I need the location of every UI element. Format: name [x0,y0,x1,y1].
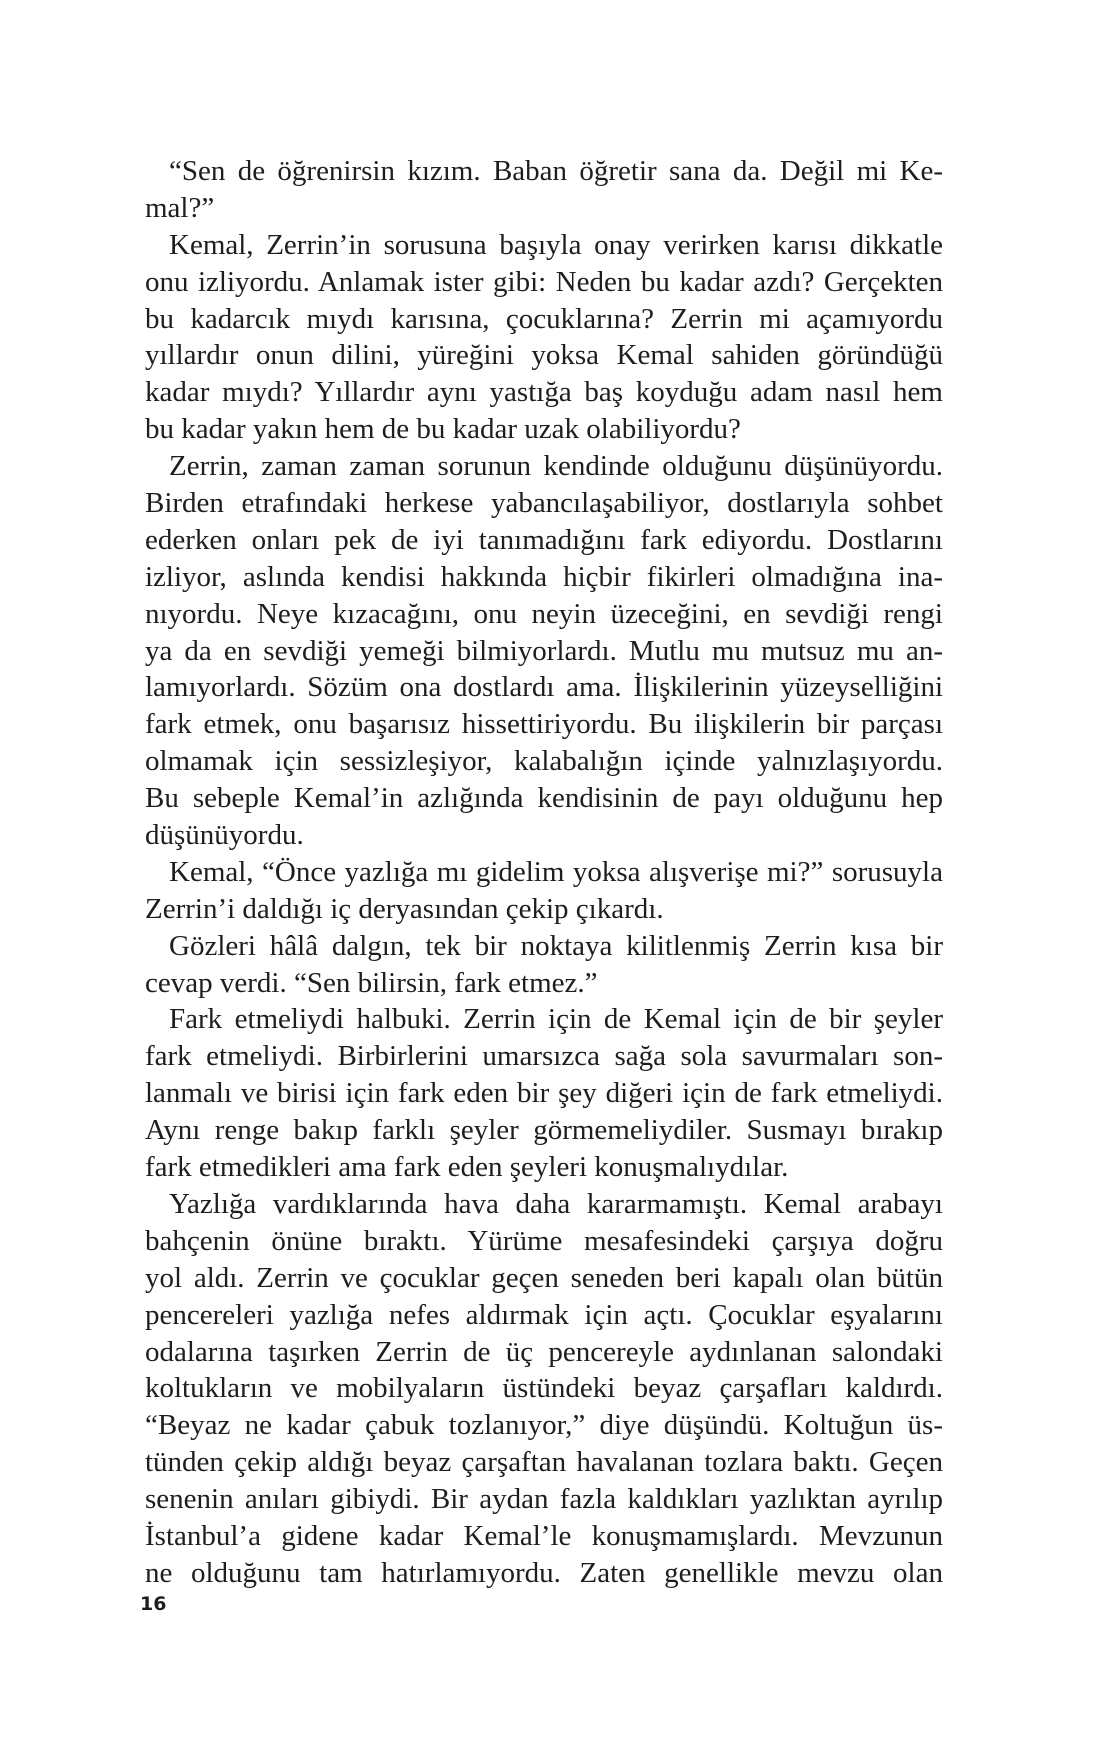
text-line: yıllardır onun dilini, yüreğini yoksa Kemal sahiden göründüğü [145,339,943,372]
text-line: lamıyorlardı. Sözüm ona dostlardı ama. İlişkilerinin yüzeyselliğini [145,671,943,704]
text-line: pencereleri yazlığa nefes aldırmak için açtı. Çocuklar eşyalarını [145,1298,943,1331]
text-line: “Beyaz ne kadar çabuk tozlanıyor,” diye düşündü. Koltuğun üs- [145,1409,943,1442]
text-line: izliyor, aslında kendisi hakkında hiçbir fikirleri olmadığına ina- [145,560,943,593]
text-line: Zerrin’i daldığı iç deryasından çekip çıkardı. [145,892,664,925]
text-line: Zerrin, zaman zaman sorunun kendinde olduğunu düşünüyordu. [169,450,943,483]
text-line: “Sen de öğrenirsin kızım. Baban öğretir sana da. Değil mi Ke- [169,155,943,187]
text-line: lanmalı ve birisi için fark eden bir şey diğeri için de fark etmeliydi. [145,1077,943,1110]
text-line: tünden çekip aldığı beyaz çarşaftan havalanan tozlara baktı. Geçen [145,1446,943,1479]
text-line: yol aldı. Zerrin ve çocuklar geçen seneden beri kapalı olan bütün [145,1261,943,1294]
text-line: odalarına taşırken Zerrin de üç pencereyle aydınlanan salondaki [145,1335,943,1368]
text-line: Kemal, “Önce yazlığa mı gidelim yoksa alışverişe mi?” sorusuyla [169,855,943,888]
text-line: bu kadar yakın hem de bu kadar uzak olabiliyordu? [145,413,741,446]
text-line: mal?” [145,191,215,224]
text-line: nıyordu. Neye kızacağını, onu neyin üzeceğini, en sevdiği rengi [145,597,943,630]
text-line: Yazlığa vardıklarında hava daha kararmamıştı. Kemal arabayı [169,1187,943,1220]
text-line: Aynı renge bakıp farklı şeyler görmemeliydiler. Susmayı bırakıp [145,1114,943,1147]
text-line: ne olduğunu tam hatırlamıyordu. Zaten genellikle mevzu olan [145,1556,943,1589]
text-line: bahçenin önüne bıraktı. Yürüme mesafesindeki çarşıya doğru [145,1224,943,1257]
text-line: onu izliyordu. Anlamak ister gibi: Neden bu kadar azdı? Gerçekten [145,265,943,298]
text-line: Gözleri hâlâ dalgın, tek bir noktaya kilitlenmiş Zerrin kısa bir [169,929,943,962]
text-line: kadar mıydı? Yıllardır aynı yastığa baş koyduğu adam nasıl hem [145,376,943,409]
text-line: bu kadarcık mıydı karısına, çocuklarına? Zerrin mi açamıyordu [145,302,943,335]
text-line: cevap verdi. “Sen bilirsin, fark etmez.” [145,966,598,999]
text-line: düşünüyordu. [145,819,304,852]
text-line: fark etmek, onu başarısız hissettiriyordu. Bu ilişkilerin bir parçası [145,708,943,741]
body-text [145,153,943,1592]
text-line: Fark etmeliydi halbuki. Zerrin için de Kemal için de bir şeyler [169,1003,943,1036]
text-line: ya da en sevdiği yemeği bilmiyorlardı. Mutlu mu mutsuz mu an- [145,634,943,667]
text-line: koltukların ve mobilyaların üstündeki beyaz çarşafları kaldırdı. [145,1372,943,1405]
text-line: Bu sebeple Kemal’in azlığında kendisinin de payı olduğunu hep [145,782,943,815]
text-line: Kemal, Zerrin’in sorusuna başıyla onay verirken karısı dikkatle [169,228,943,261]
text-line: İstanbul’a gidene kadar Kemal’le konuşmamışlardı. Mevzunun [145,1519,943,1552]
text-line: Birden etrafındaki herkese yabancılaşabiliyor, dostlarıyla sohbet [145,487,943,520]
text-line: fark etmeliydi. Birbirlerini umarsızca sağa sola savurmaları son- [145,1040,943,1073]
page-number: 16 [140,1593,167,1615]
text-line: senenin anıları gibiydi. Bir aydan fazla kaldıkları yazlıktan ayrılıp [145,1483,943,1516]
text-line: ederken onları pek de iyi tanımadığını fark ediyordu. Dostlarını [145,523,943,556]
text-line: olmamak için sessizleşiyor, kalabalığın içinde yalnızlaşıyordu. [145,745,943,778]
text-line: fark etmedikleri ama fark eden şeyleri konuşmalıydılar. [145,1151,789,1184]
